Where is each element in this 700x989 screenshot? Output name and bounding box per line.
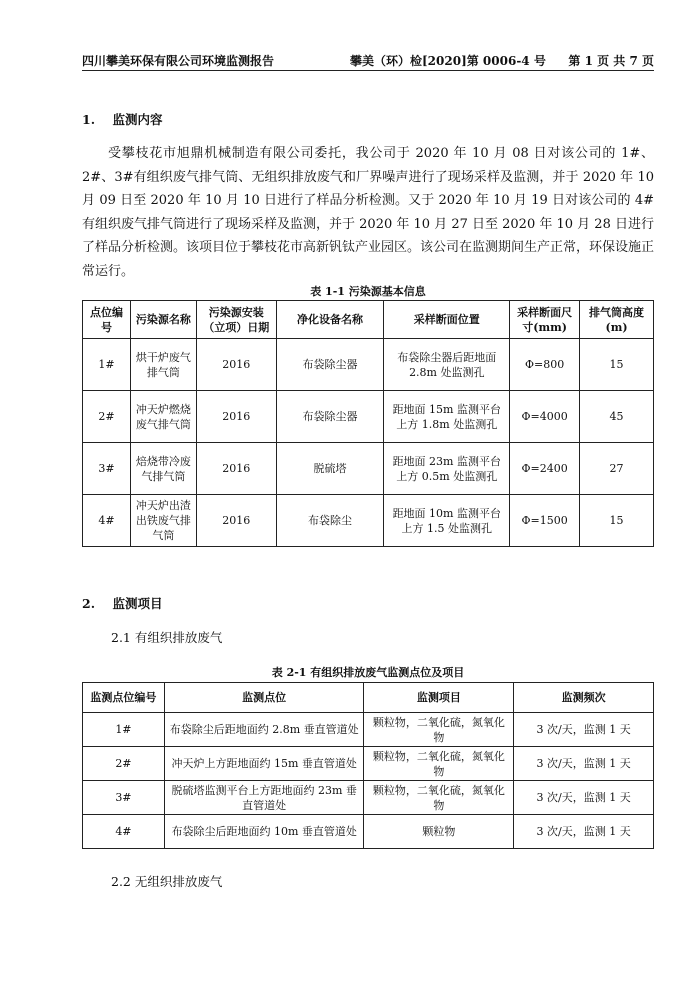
subsection-2-2-title: 2.2 无组织排放废气 — [111, 874, 223, 889]
table-cell: 27 — [580, 443, 654, 495]
table-row — [83, 495, 654, 547]
table-cell: 45 — [580, 391, 654, 443]
section-2-title: 2. 监测项目 — [82, 596, 163, 611]
table-1-header-row — [83, 301, 654, 339]
table-cell: 距地面 10m 监测平台上方 1.5 处监测孔 — [384, 495, 510, 547]
table-cell: 3 次/天，监测 1 天 — [514, 781, 654, 815]
table-cell: 3 次/天，监测 1 天 — [514, 713, 654, 747]
page-header — [82, 50, 654, 71]
header-company: 四川攀美环保有限公司环境监测报告 — [82, 54, 275, 68]
table-cell: 4# — [83, 815, 165, 849]
table-cell: 布袋除尘后距地面约 2.8m 垂直管道处 — [164, 713, 364, 747]
table-row — [83, 443, 654, 495]
table-cell: 布袋除尘器 — [276, 391, 384, 443]
table-cell: 15 — [580, 339, 654, 391]
table-cell: Φ=4000 — [510, 391, 580, 443]
table-2-header-cell: 监测项目 — [364, 683, 514, 713]
table-2-caption: 表 2-1 有组织排放废气监测点位及项目 — [271, 666, 465, 679]
table-1-header-cell: 采样断面尺寸(mm) — [510, 301, 580, 339]
table-cell: 脱硫塔监测平台上方距地面约 23m 垂直管道处 — [164, 781, 364, 815]
table-cell: Φ=2400 — [510, 443, 580, 495]
table-cell: 1# — [83, 713, 165, 747]
table-row — [83, 815, 654, 849]
table-1-header-cell: 排气筒高度(m) — [580, 301, 654, 339]
table-cell: 距地面 15m 监测平台上方 1.8m 处监测孔 — [384, 391, 510, 443]
section-1-paragraph: 受攀枝花市旭鼎机械制造有限公司委托，我公司于 2020 年 10 月 08 日对该公司的 1#、2#、3#有组织废气排气筒、无组织排放废气和厂界噪声进行了现场采样及监测，并于 2020 年 10 月 09 日至 2020 年 10 月 10 日进行了样品分析检测。又于 2020 年 10 月 19 日对该公司的 4#有组织废气排气筒进行了现场采样及监测，并于 2020 年 10 月 27 日至 2020 年 10 月 28 日进行了样品分析检测。该项目位于攀枝花市高新钒钛产业园区。该公司在监测期间生产正常，环保设施正常运行。 — [82, 146, 655, 279]
table-1-caption: 表 1-1 污染源基本信息 — [310, 285, 426, 298]
monitoring-items-table — [82, 682, 654, 849]
table-2-header-cell: 监测点位编号 — [83, 683, 165, 713]
table-cell: 3# — [83, 781, 165, 815]
table-cell: Φ=1500 — [510, 495, 580, 547]
table-1-header-cell: 污染源安装（立项）日期 — [196, 301, 276, 339]
table-row — [83, 391, 654, 443]
table-cell: 1# — [83, 339, 131, 391]
table-cell: 烘干炉废气排气筒 — [130, 339, 196, 391]
table-cell: 冲天炉出渣出铁废气排气筒 — [130, 495, 196, 547]
table-cell: 2# — [83, 747, 165, 781]
table-cell: 布袋除尘后距地面约 10m 垂直管道处 — [164, 815, 364, 849]
table-row — [83, 781, 654, 815]
table-1-header-cell: 净化设备名称 — [276, 301, 384, 339]
table-cell: 布袋除尘 — [276, 495, 384, 547]
table-cell: 2016 — [196, 443, 276, 495]
table-cell: 冲天炉燃烧废气排气筒 — [130, 391, 196, 443]
table-cell: 2# — [83, 391, 131, 443]
table-1-header-cell: 污染源名称 — [130, 301, 196, 339]
table-cell: Φ=800 — [510, 339, 580, 391]
table-cell: 3 次/天，监测 1 天 — [514, 815, 654, 849]
table-cell: 距地面 23m 监测平台上方 0.5m 处监测孔 — [384, 443, 510, 495]
table-row — [83, 713, 654, 747]
table-1-header-cell: 点位编号 — [83, 301, 131, 339]
table-2-header-row — [83, 683, 654, 713]
header-report-number: 攀美（环）检[2020]第 0006-4 号 — [350, 54, 546, 68]
table-row — [83, 747, 654, 781]
table-cell: 15 — [580, 495, 654, 547]
table-cell: 焙烧带冷废气排气筒 — [130, 443, 196, 495]
header-page-number: 第 1 页 共 7 页 — [568, 54, 654, 68]
table-cell: 冲天炉上方距地面约 15m 垂直管道处 — [164, 747, 364, 781]
table-cell: 2016 — [196, 391, 276, 443]
table-cell: 3# — [83, 443, 131, 495]
table-cell: 颗粒物，二氧化硫，氮氧化物 — [364, 747, 514, 781]
table-2-header-cell: 监测点位 — [164, 683, 364, 713]
table-cell: 布袋除尘器后距地面 2.8m 处监测孔 — [384, 339, 510, 391]
table-2-header-cell: 监测频次 — [514, 683, 654, 713]
pollution-source-table — [82, 300, 654, 547]
section-1-title: 1. 监测内容 — [82, 112, 163, 127]
table-row — [83, 339, 654, 391]
table-cell: 颗粒物 — [364, 815, 514, 849]
table-cell: 颗粒物，二氧化硫，氮氧化物 — [364, 713, 514, 747]
table-cell: 脱硫塔 — [276, 443, 384, 495]
subsection-2-1-title: 2.1 有组织排放废气 — [111, 630, 223, 645]
table-cell: 2016 — [196, 495, 276, 547]
table-cell: 4# — [83, 495, 131, 547]
table-cell: 2016 — [196, 339, 276, 391]
table-1-header-cell: 采样断面位置 — [384, 301, 510, 339]
table-cell: 颗粒物，二氧化硫，氮氧化物 — [364, 781, 514, 815]
table-cell: 3 次/天，监测 1 天 — [514, 747, 654, 781]
table-cell: 布袋除尘器 — [276, 339, 384, 391]
